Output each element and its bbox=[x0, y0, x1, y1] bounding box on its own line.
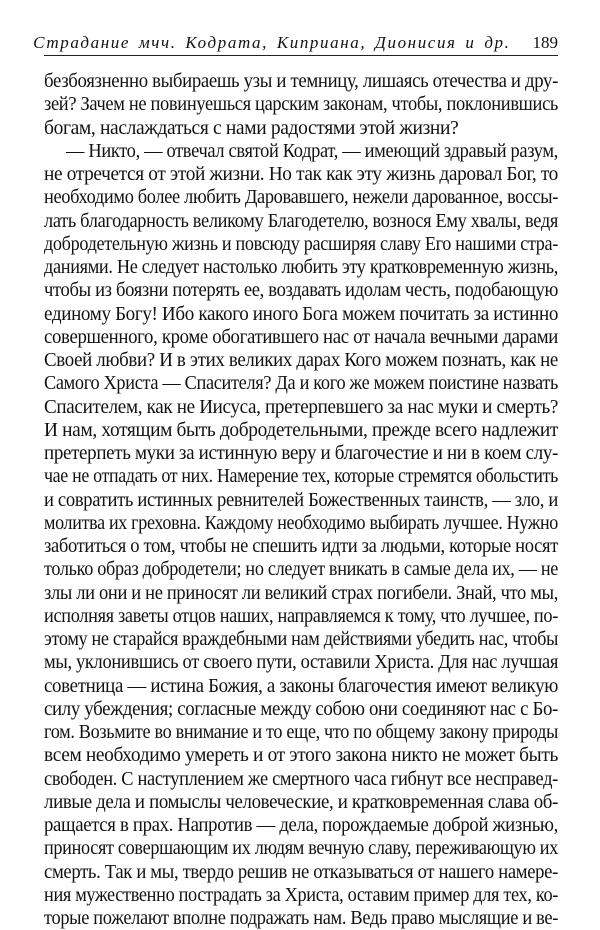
running-head bbox=[33, 30, 558, 56]
text-line: и совратить истинных ревнителей Божественных таинств, — зло, и bbox=[44, 489, 558, 511]
text-line: совершенного, кроме обогатившего нас от начала вечными дарами bbox=[44, 326, 558, 348]
text-line: только образ добродетели; но следует вникать в самые дела их, — не bbox=[44, 559, 558, 581]
text-line: Своей любви? И в этих великих дарах Кого можем познать, как не bbox=[44, 350, 558, 371]
text-line: чтобы из боязни потерять ее, воздавать идолам честь, подобающую bbox=[44, 280, 558, 302]
text-line: мы, уклонившись от своего пути, оставили Христа. Для нас лучшая bbox=[44, 652, 558, 674]
text-line: Самого Христа — Спасителя? Да и кого же можем поистине назвать bbox=[44, 373, 558, 395]
text-line: И нам, хотящим быть добродетельными, прежде всего надлежит bbox=[44, 419, 558, 441]
text-line: злы ли они и не приносят ли великий страх погибели. Знай, что мы, bbox=[44, 582, 558, 604]
text-line: — Никто, — отвечал святой Кодрат, — имеющий здравый разум, bbox=[65, 140, 558, 162]
text-line: единому Богу! Ибо какого иного Бога можем почитать за истинно bbox=[44, 303, 558, 325]
text-line: зей? Зачем не повинуешься царским законам, чтобы, поклонившись bbox=[44, 94, 558, 116]
text-line: ния мужественно пострадать за Христа, оставим пример для тех, ко- bbox=[44, 884, 558, 906]
text-line: лать благодарность великому Благодетелю, вознося Ему хвалы, ведя bbox=[44, 210, 558, 232]
page-number: 189 bbox=[532, 33, 558, 52]
text-line: советница — истина Божия, а законы благочестия имеют великую bbox=[44, 675, 558, 697]
text-line: гом. Возьмите во внимание и то еще, что по общему закону природы bbox=[44, 722, 558, 743]
text-line: необходимо более любить Даровавшего, нежели дарованное, воссы- bbox=[44, 187, 558, 209]
text-line: силу убеждения; согласные между собою они соединяют нас с Бо- bbox=[44, 698, 558, 720]
text-line: даниями. Не следует настолько любить эту кратковременную жизнь, bbox=[44, 257, 558, 278]
body-text bbox=[44, 70, 558, 930]
running-title: Страдание мчч. Кодрата, Киприана, Дионисия и др. bbox=[33, 33, 511, 52]
text-line: претерпеть муки за истинную веру и благочестие и ни в коем слу- bbox=[44, 443, 558, 464]
text-line: чае не отпадать от них. Намерение тех, которые стремятся обольстить bbox=[44, 466, 558, 488]
text-line: молитва их греховна. Каждому необходимо выбирать лучшее. Нужно bbox=[44, 512, 558, 534]
text-line: приносят совершающим их людям вечную славу, переживающую их bbox=[44, 838, 558, 860]
text-line: заботиться о том, чтобы не спешить идти за людьми, которые носят bbox=[44, 536, 558, 557]
text-line: безбоязненно выбираешь узы и темницу, лишаясь отечества и дру- bbox=[44, 71, 558, 92]
text-line: ливые дела и помыслы человеческие, и кратковременная слава об- bbox=[44, 791, 558, 813]
text-line: исполняя заветы отцов наших, направляемся к тому, что лучшее, по- bbox=[44, 605, 558, 627]
text-line: богам, наслаждаться с нами радостями этой жизни? bbox=[44, 117, 459, 139]
text-line: не отречется от этой жизни. Но так как эту жизнь даровал Бог, то bbox=[44, 164, 558, 185]
text-line: ращается в прах. Напротив — дела, порождаемые доброй жизнью, bbox=[44, 815, 558, 836]
text-line: Спасителем, как не Иисуса, претерпевшего за нас муки и смерть? bbox=[44, 396, 558, 418]
text-line: свободен. С наступлением же смертного часа гибнут все несправед- bbox=[44, 768, 558, 790]
text-line: добродетельную жизнь и повсюду расширяя славу Его нашими стра- bbox=[44, 233, 558, 255]
text-line: этому не старайся враждебными нам действиями убедить нас, чтобы bbox=[44, 629, 558, 650]
text-line: смерть. Так и мы, твердо решив не отказываться от нашего намере- bbox=[44, 861, 558, 883]
text-line: всем необходимо умереть и от этого закона никто не может быть bbox=[44, 745, 558, 767]
text-line: торые пожелают вполне подражать нам. Ведь право мыслящие и ве- bbox=[44, 908, 558, 929]
